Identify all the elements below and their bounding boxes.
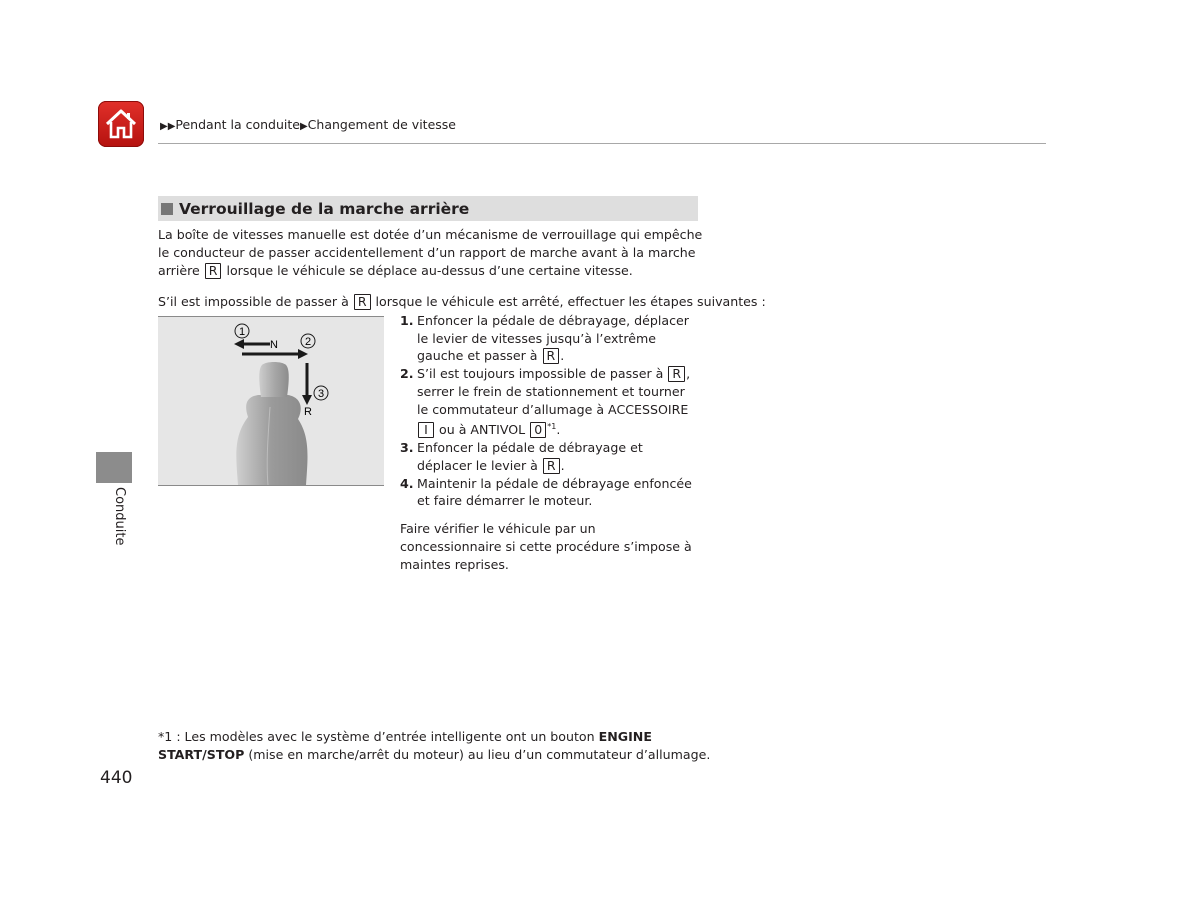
intro-text-end: lorsque le véhicule se déplace au-dessus d’une certaine vitesse. bbox=[226, 263, 633, 278]
arrow-left-head bbox=[234, 339, 244, 349]
step-text: ou à ANTIVOL bbox=[439, 422, 526, 438]
step-number: 3. bbox=[400, 440, 414, 456]
lead-text: S’il est impossible de passer à bbox=[158, 294, 349, 309]
step-text-end: . bbox=[560, 457, 565, 473]
breadcrumb-arrow-icon: ▶ bbox=[299, 121, 308, 132]
label-r: R bbox=[304, 406, 312, 418]
chapter-label[interactable]: Conduite bbox=[112, 487, 127, 546]
step-number: 2. bbox=[400, 366, 414, 382]
gear-r-key: R bbox=[354, 294, 371, 310]
section-heading bbox=[158, 196, 698, 221]
footnote bbox=[158, 728, 718, 764]
footnote-bold: ENGINE START/STOP bbox=[158, 729, 652, 762]
closing-paragraph: Faire vérifier le véhicule par un concessionnaire si cette procédure s’impose à maintes reprises. bbox=[400, 521, 692, 572]
page-number: 440 bbox=[100, 768, 133, 788]
shift-knob bbox=[259, 362, 289, 397]
shift-lever-illustration bbox=[158, 316, 384, 486]
step-item bbox=[400, 439, 700, 474]
header-divider bbox=[158, 143, 1046, 144]
home-button[interactable] bbox=[98, 101, 144, 147]
breadcrumb-item[interactable]: Changement de vitesse bbox=[307, 117, 456, 132]
step-text: Enfoncer la pédale de débrayage et déplacer le levier à bbox=[417, 440, 643, 473]
intro-text: La boîte de vitesses manuelle est dotée d’un mécanisme de verrouillage qui empêche le conducteur de passer accidentellement d’un rapport de marche avant à la marche arrière bbox=[158, 227, 703, 278]
arrow-down-head bbox=[302, 395, 312, 405]
footnote-marker: *1 bbox=[547, 422, 557, 432]
intro-paragraph bbox=[158, 226, 703, 280]
shift-lever-diagram bbox=[158, 317, 384, 485]
label-n: N bbox=[270, 339, 278, 351]
step-text: Enfoncer la pédale de débrayage, déplacer le levier de vitesses jusqu’à l’extrême gauche et passer à bbox=[417, 313, 689, 364]
chapter-tab[interactable] bbox=[96, 452, 132, 483]
svg-text:3: 3 bbox=[317, 388, 325, 400]
step-text-end: . bbox=[556, 422, 561, 438]
step-number: 1. bbox=[400, 313, 414, 328]
svg-text:1: 1 bbox=[238, 326, 246, 338]
ignition-lock-key: 0 bbox=[530, 422, 546, 438]
home-icon bbox=[104, 108, 138, 140]
ignition-accessory-key: I bbox=[418, 422, 434, 438]
gear-r-key: R bbox=[205, 263, 222, 279]
step-number: 4. bbox=[400, 475, 414, 491]
breadcrumb bbox=[160, 117, 456, 132]
breadcrumb-item[interactable]: Pendant la conduite bbox=[175, 117, 300, 132]
footnote-text: *1 : Les modèles avec le système d’entrée intelligente ont un bouton bbox=[158, 729, 595, 744]
gear-r-key: R bbox=[543, 458, 560, 474]
gear-r-key: R bbox=[543, 348, 560, 364]
square-bullet-icon bbox=[161, 203, 173, 215]
step-text-end: . bbox=[560, 348, 565, 364]
step-item bbox=[400, 312, 700, 365]
lead-paragraph bbox=[158, 293, 766, 311]
steps-list bbox=[400, 312, 700, 510]
step-text: Maintenir la pédale de débrayage enfoncée et faire démarrer le moteur. bbox=[417, 475, 692, 509]
svg-text:2: 2 bbox=[304, 336, 312, 348]
shift-boot bbox=[236, 395, 307, 485]
gear-r-key: R bbox=[668, 366, 685, 382]
lead-text-end: lorsque le véhicule est arrêté, effectuer les étapes suivantes : bbox=[375, 294, 766, 309]
step-text: , serrer le frein de stationnement et tourner le commutateur d’allumage à ACCESSOIRE bbox=[417, 366, 691, 417]
step-item bbox=[400, 475, 700, 510]
step-item bbox=[400, 365, 700, 439]
breadcrumb-arrow-icon: ▶▶ bbox=[160, 121, 176, 132]
section-title: Verrouillage de la marche arrière bbox=[179, 199, 470, 218]
footnote-text-end: (mise en marche/arrêt du moteur) au lieu d’un commutateur d’allumage. bbox=[248, 747, 711, 762]
arrow-right-head bbox=[298, 349, 308, 359]
step-text: S’il est toujours impossible de passer à bbox=[417, 366, 664, 382]
